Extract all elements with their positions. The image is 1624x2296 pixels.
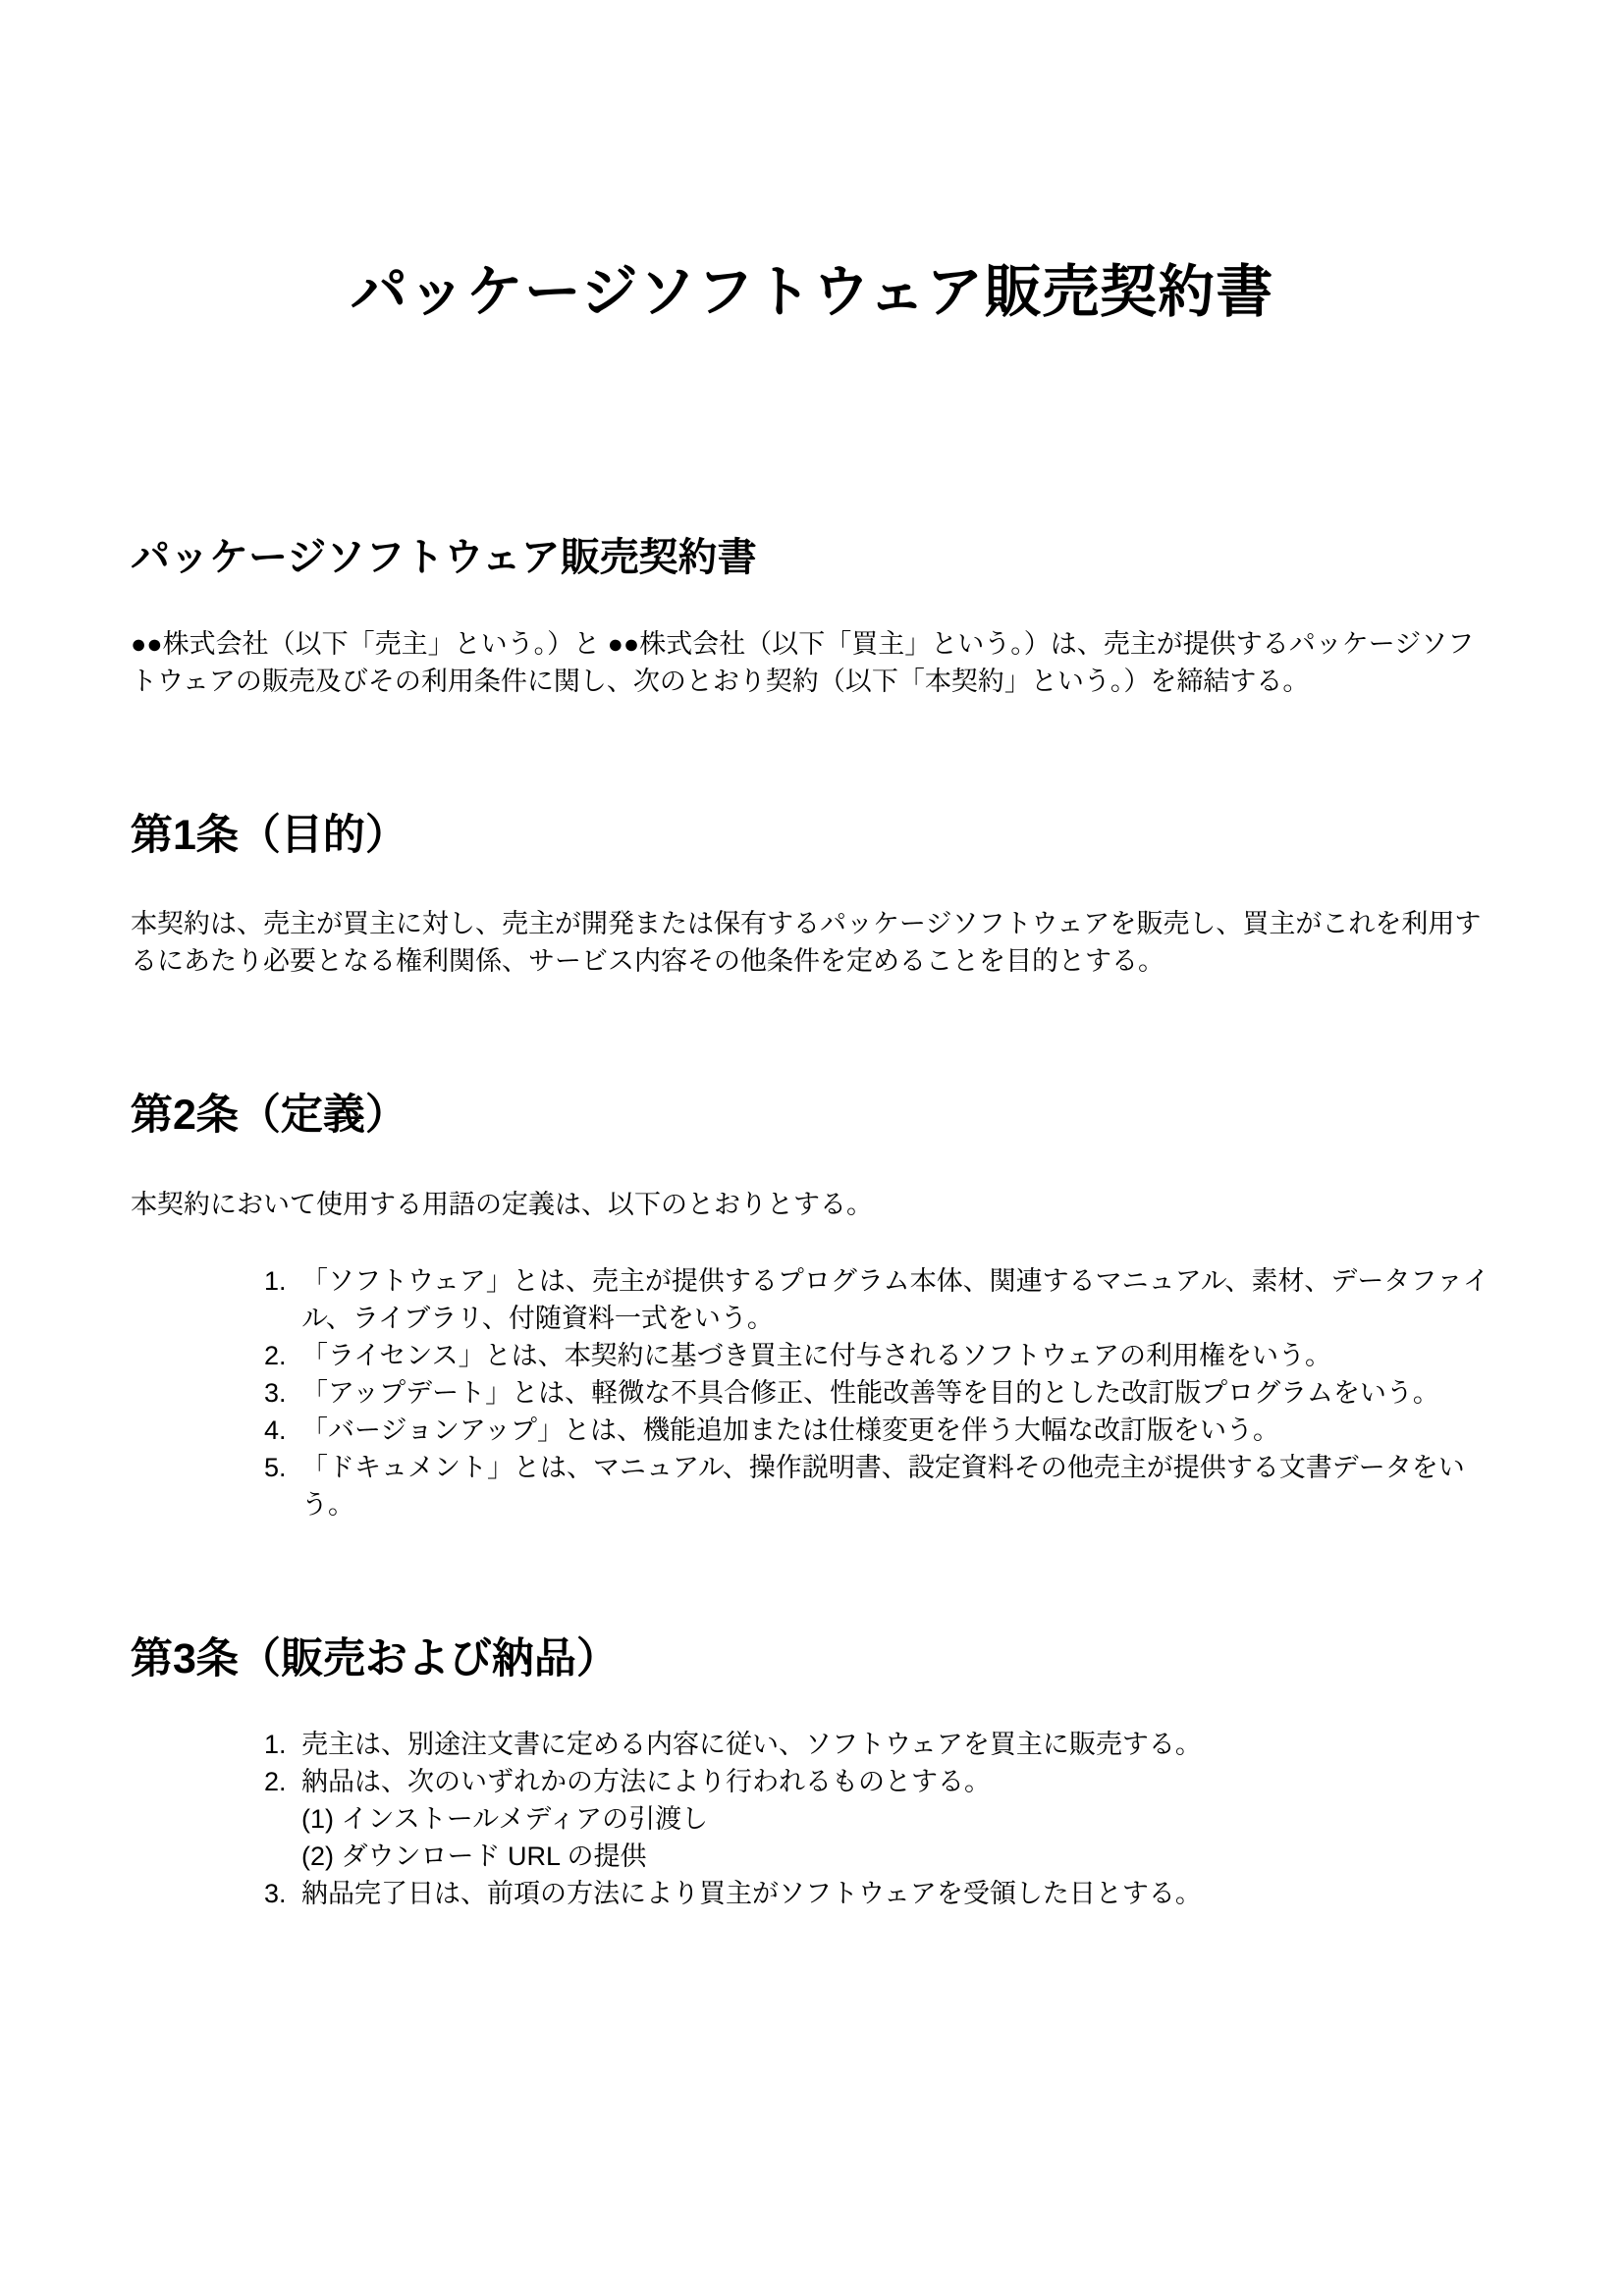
article-3-clause-list [131,1726,1493,1912]
list-item-text: 「アップデート」とは、軽微な不具合修正、性能改善等を目的とした改訂版プログラムをいう。 [301,1378,1439,1409]
article-2-paragraph: 本契約において使用する用語の定義は、以下のとおりとする。 [131,1190,873,1220]
list-item-text: 納品完了日は、前項の方法により買主がソフトウェアを受領した日とする。 [301,1878,1202,1908]
list-item [294,1337,1493,1374]
article-2-definition-list [131,1262,1493,1523]
section-article-2 [131,1090,1493,1523]
list-item [294,1726,1493,1763]
list-item [294,1412,1493,1449]
section-article-3 [131,1633,1493,1912]
list-item-text: 「バージョンアップ」とは、機能追加または仕様変更を伴う大幅な改訂版をいう。 [301,1415,1280,1446]
article-1-paragraph: 本契約は、売主が買主に対し、売主が開発または保有するパッケージソフトウェアを販売し、買主がこれを利用するにあたり必要となる権利関係、サービス内容その他条件を定めることを目的とする。 [131,909,1482,977]
list-item [294,1449,1493,1523]
section-article-1 [131,810,1493,981]
list-item-text: 「ソフトウェア」とは、売主が提供するプログラム本体、関連するマニュアル、素材、データファイル、ライブラリ、付随資料一式をいう。 [301,1266,1489,1334]
list-item [294,1875,1493,1912]
section-preamble [131,533,1493,700]
article-1-heading: 第1条（目的） [131,811,407,859]
article-3-heading: 第3条（販売および納品） [131,1635,619,1683]
sub-item-delivery-media: (1) インストールメディアの引渡し [301,1803,709,1834]
preamble-paragraph: ●●株式会社（以下「売主」という。）と ●●株式会社（以下「買主」という。）は、売主が提供するパッケージソフトウェアの販売及びその利用条件に関し、次のとおり契約（以下「本契約」という。）を締結する。 [131,628,1475,696]
preamble-heading: パッケージソフトウェア販売契約書 [131,535,757,579]
list-item-text: 納品は、次のいずれかの方法により行われるものとする。 [301,1766,991,1796]
list-item [294,1262,1493,1337]
article-2-heading: 第2条（定義） [131,1092,407,1140]
list-item [294,1763,1493,1875]
list-item-text: 「ライセンス」とは、本契約に基づき買主に付与されるソフトウェアの利用権をいう。 [301,1341,1331,1371]
list-item [294,1374,1493,1412]
list-item-text: 「ドキュメント」とは、マニュアル、操作説明書、設定資料その他売主が提供する文書データをいう。 [301,1453,1465,1521]
list-item-text: 売主は、別途注文書に定める内容に従い、ソフトウェアを買主に販売する。 [301,1729,1202,1759]
document-title: パッケージソフトウェア販売契約書 [350,260,1274,324]
sub-item-download-url: (2) ダウンロード URL の提供 [301,1841,647,1871]
